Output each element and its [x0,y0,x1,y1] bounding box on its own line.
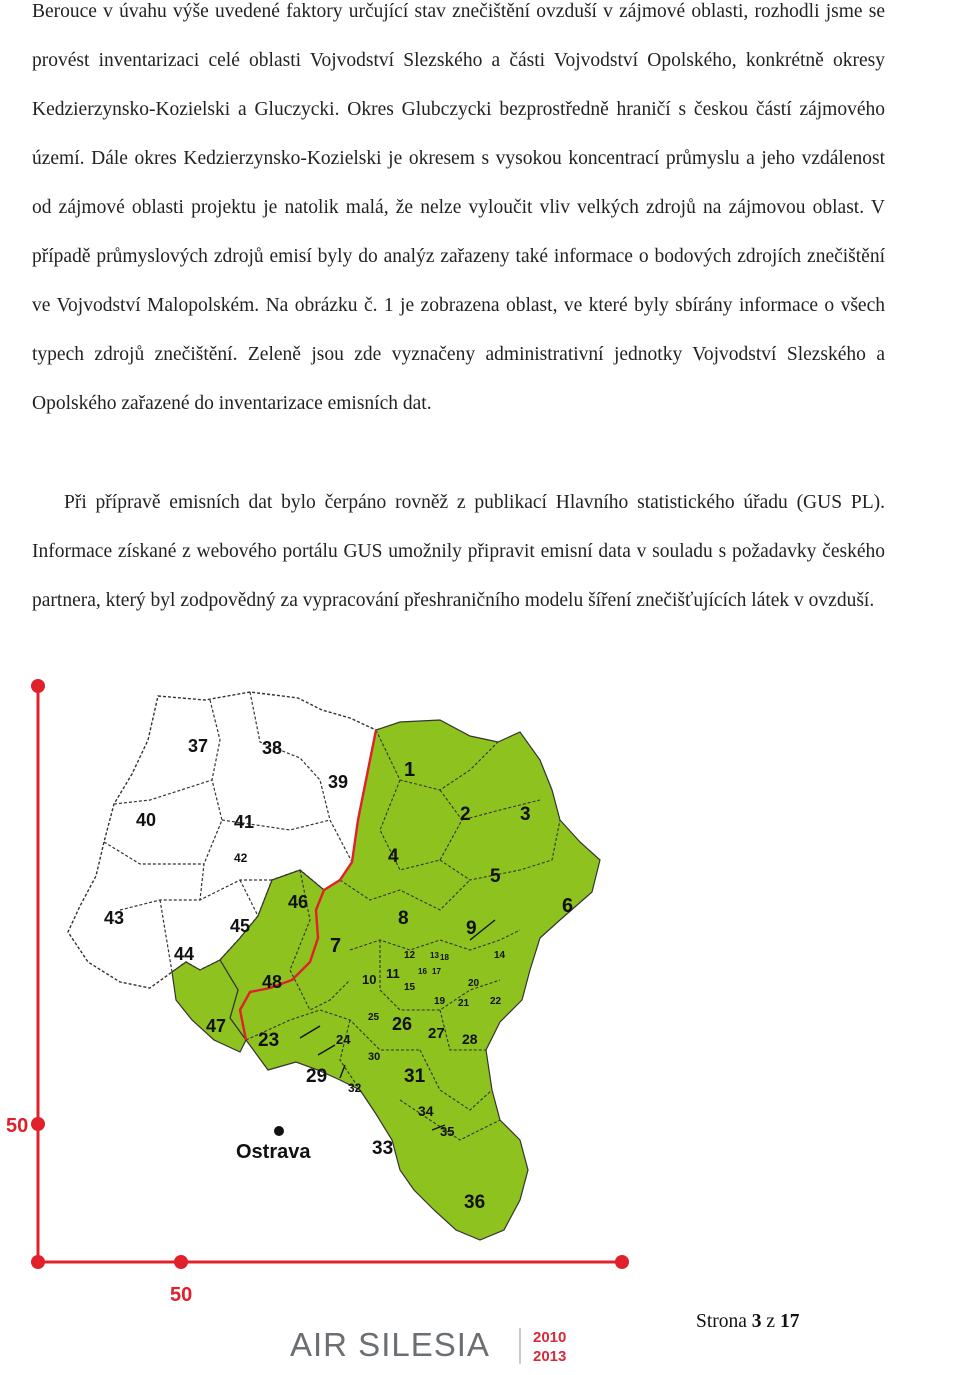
region-label: 48 [262,972,283,992]
region-label: 2 [460,804,471,825]
body-paragraph-1: Berouce v úvahu výše uvedené faktory určující stav znečištění ovzduší v zájmové oblasti, rozhodli jsme se provést inventarizaci celé oblasti Vojvodství Slezského a části Vojvodství Opolského, konkrétně okresy Kedzierzynsko-Kozielski a Gluczycki. Okres Glubczycki bezprostředně hraničí s českou částí zájmového území. Dále okres Kedzierzynsko-Kozielski je okresem s vysokou koncentrací průmyslu a jeho vzdálenost od zájmové oblasti projektu je natolik malá, že nelze vyloučit vliv velkých zdrojů na zájmovou oblast. V případě průmyslových zdrojů emisí byly do analýz zařazeny také informace o bodových zdrojích znečištění ve Vojvodství Malopolském. Na obrázku č. 1 je zobrazena oblast, ve které byly sbírány informace o všech typech zdrojů znečištění. Zeleně jsou zde vyznačeny administrativní jednotky Vojvodství Slezského a Opolského zařazené do inventarizace emisních dat. [32,1,885,414]
region-label: 41 [234,812,255,832]
region-label: 15 [404,982,416,993]
region-label: 32 [348,1081,362,1095]
region-label: 4 [388,846,399,867]
air-silesia-logo [288,1322,588,1368]
region-label: 44 [174,944,195,964]
region-label: 16 [418,967,427,976]
region-label: 46 [288,892,309,912]
region-label: 7 [330,935,342,957]
region-label: 24 [336,1032,351,1047]
region-label: 33 [372,1138,394,1159]
region-label: 17 [432,967,441,976]
region-label: 9 [466,918,477,939]
region-label: 42 [234,851,248,865]
region-label: 39 [328,772,349,792]
region-label: 23 [258,1030,280,1051]
region-label: 35 [440,1124,455,1139]
ostrava-marker [274,1126,284,1136]
city-label-ostrava: Ostrava [236,1141,311,1163]
logo-year-top: 2010 [533,1329,567,1346]
region-map-figure [0,670,960,1310]
region-label: 38 [262,738,283,758]
region-label: 30 [368,1051,381,1063]
region-label: 1 [404,759,416,781]
region-label: 13 [430,951,439,960]
region-label: 27 [428,1025,445,1042]
region-label: 26 [392,1014,413,1034]
body-paragraph-2: Při přípravě emisních dat bylo čerpáno rovněž z publikací Hlavního statistického úřadu (GUS PL). Informace získané z webového portálu GUS umožnily připravit emisní data v souladu s požadavky českého partnera, který byl zodpovědný za vypracování přeshraničního modelu šíření znečišťujících látek v ovzduší. [32,492,885,611]
region-label: 5 [490,866,501,887]
region-label: 36 [464,1192,486,1213]
region-label: 20 [468,978,480,989]
region-label: 28 [462,1031,478,1047]
region-label: 29 [306,1066,328,1087]
logo-year-bottom: 2013 [533,1348,567,1365]
page-prefix: Strona [696,1311,747,1332]
page-number [696,1311,799,1333]
region-label: 22 [490,996,502,1007]
region-label: 6 [562,895,574,917]
region-label: 3 [520,804,531,825]
region-label: 14 [494,950,506,961]
region-label: 40 [136,810,157,830]
region-label: 34 [418,1103,434,1119]
region-label: 31 [404,1066,426,1087]
axis-x-label: 50 [170,1284,193,1306]
page-total: 17 [779,1311,800,1332]
region-label: 10 [362,972,377,987]
region-label: 25 [368,1012,380,1023]
region-label: 45 [230,916,251,936]
region-label: 37 [188,736,209,756]
page-of: z [766,1311,776,1332]
logo-text: AIR SILESIA [290,1326,490,1363]
region-label: 21 [458,998,470,1009]
axis-y-label: 50 [6,1115,29,1137]
page-current: 3 [751,1311,762,1332]
region-label: 11 [386,966,400,981]
region-label: 19 [434,996,446,1007]
region-label: 8 [398,908,409,929]
region-label: 43 [104,908,125,928]
region-label: 47 [206,1016,227,1036]
region-label: 12 [404,950,416,961]
region-label: 18 [440,953,449,962]
